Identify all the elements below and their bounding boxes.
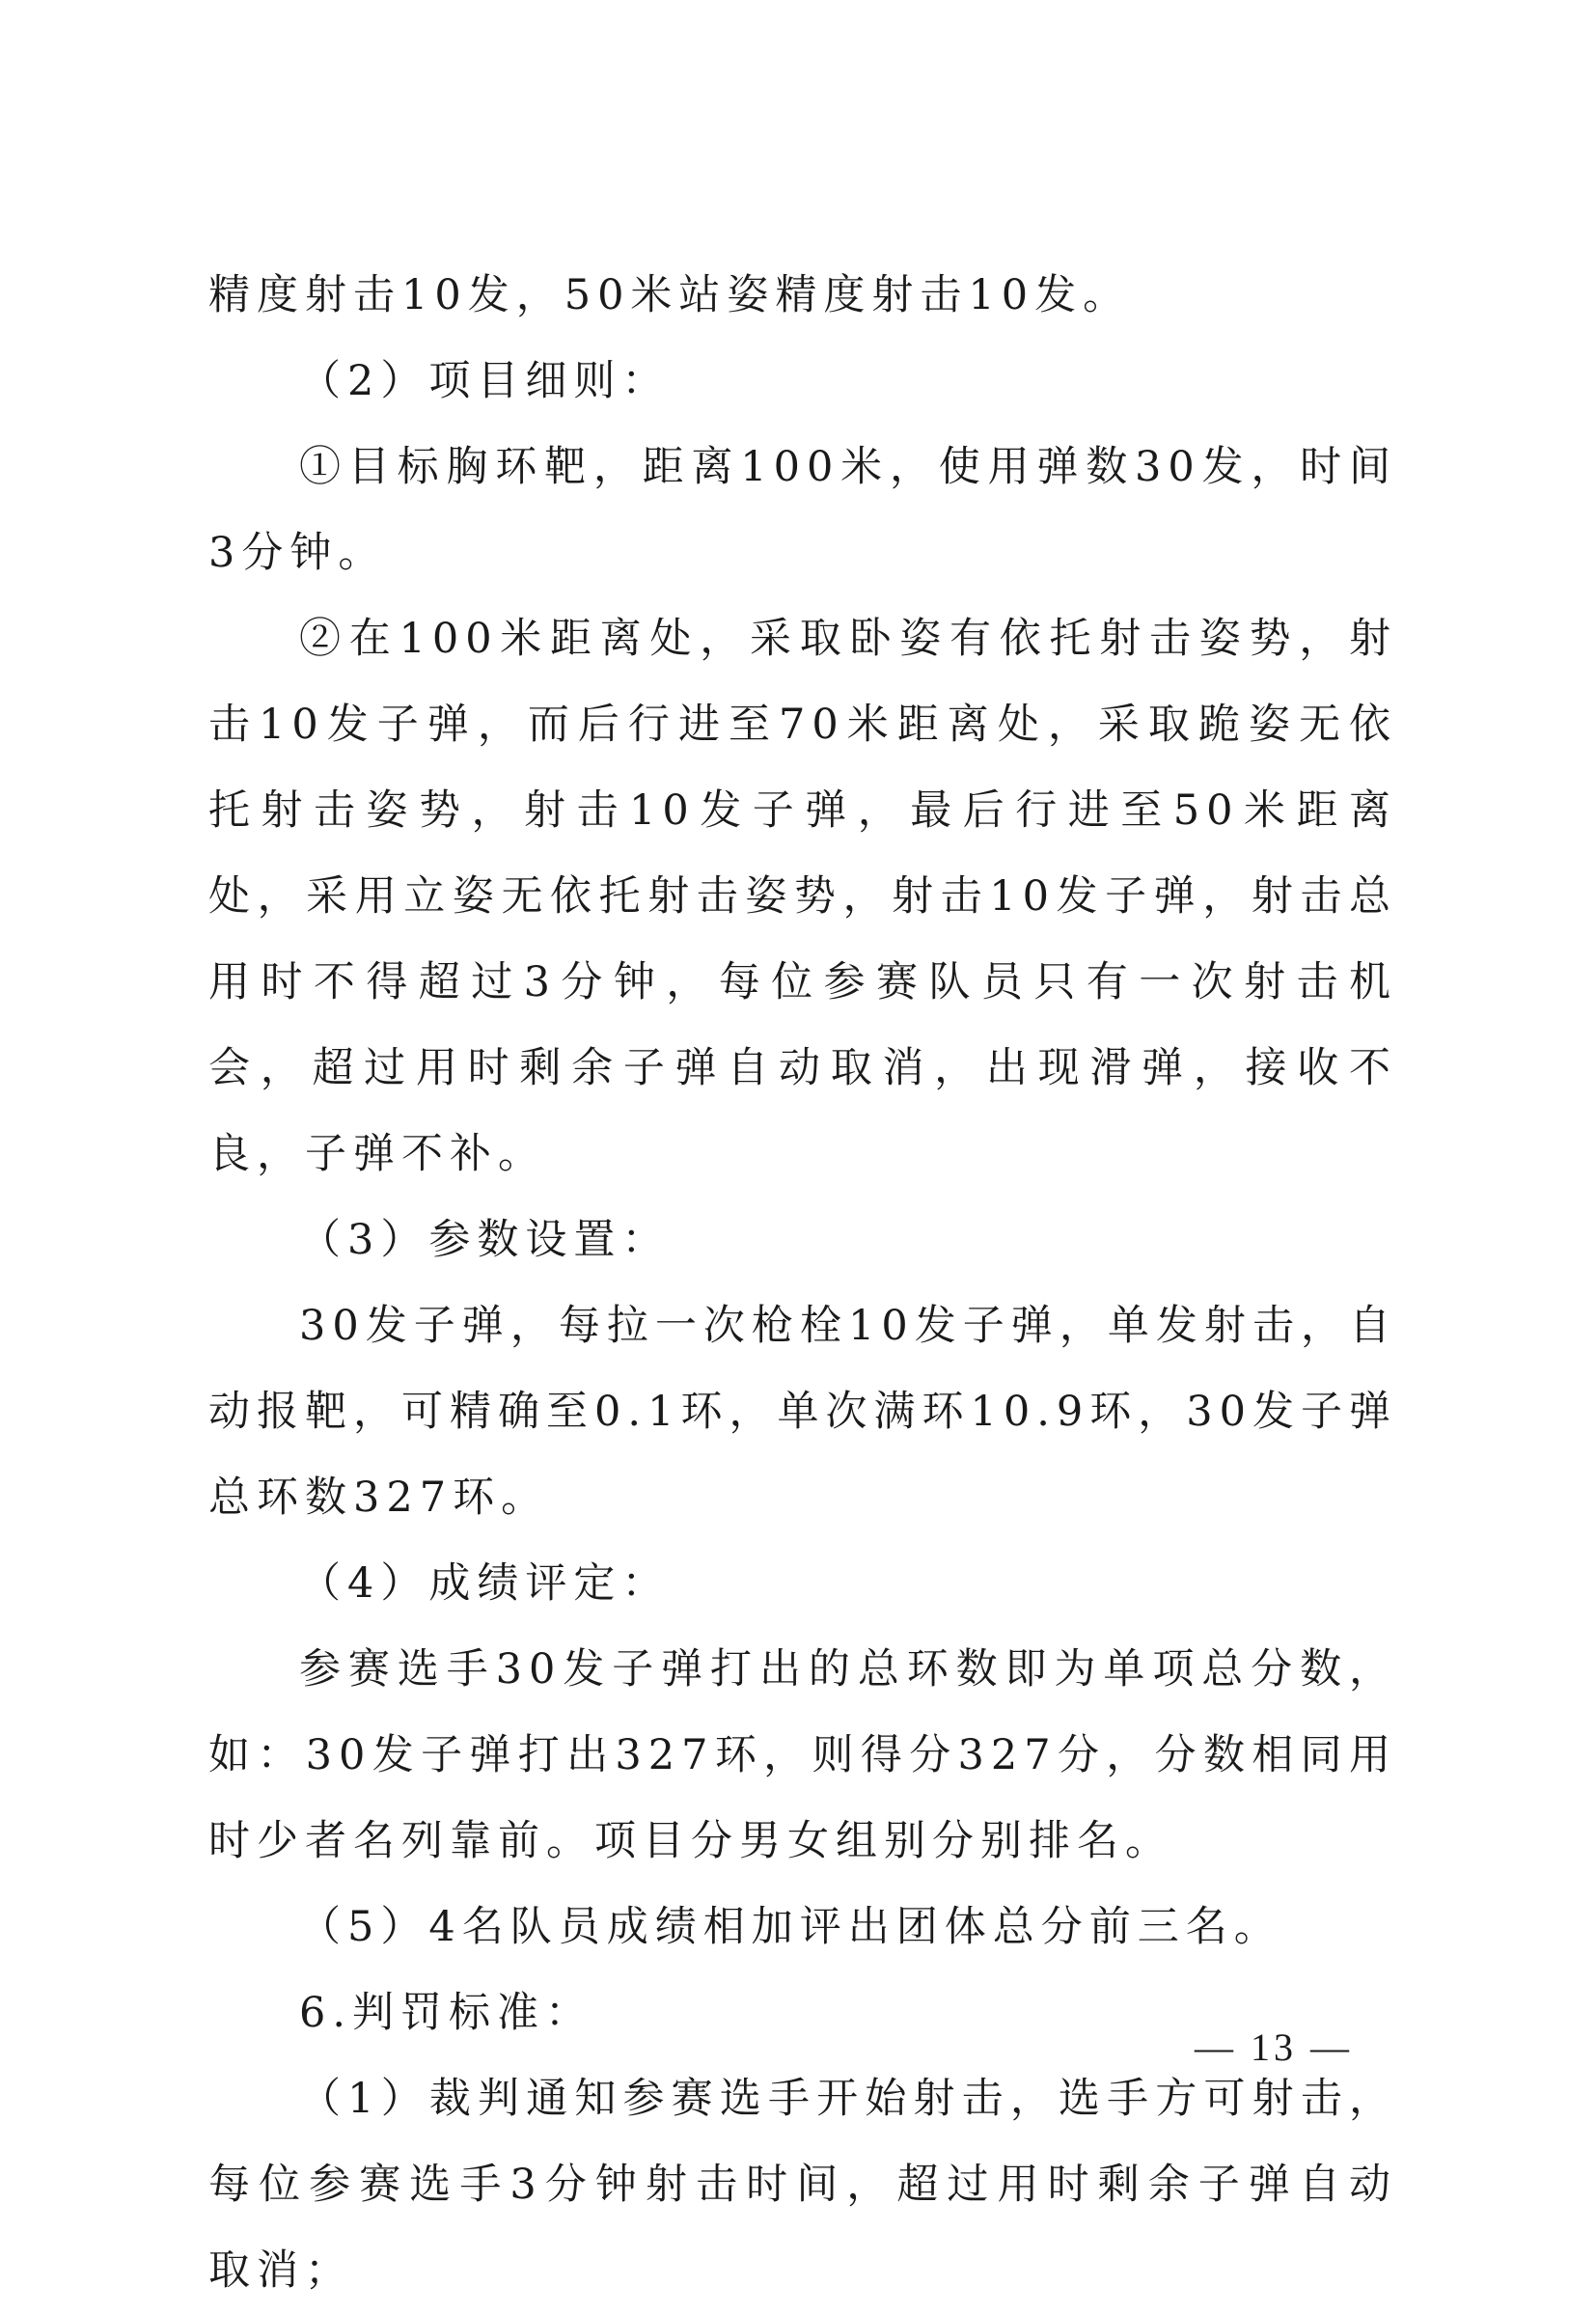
paragraph-continuation: 精度射击10发，50米站姿精度射击10发。 [208, 271, 1132, 319]
paragraph-score-details: 参赛选手30发子弹打出的总环数即为单项总分数，如：30发子弹打出327环，则得分327分，分数相同用时少者名列靠前。项目分男女组别分别排名。 [208, 1645, 1397, 1865]
document-body [208, 253, 1397, 2314]
paragraph-penalty-rule-1: （1）裁判通知参赛选手开始射击，选手方可射击，每位参赛选手3分钟射击时间，超过用时剩余子弹自动取消； [208, 2075, 1397, 2295]
section-heading-penalty-standards: 6.判罚标准： [299, 1989, 594, 2037]
page-number: — 13 — [1195, 2025, 1353, 2069]
paragraph-target-rule: ①目标胸环靶，距离100米，使用弹数30发，时间3分钟。 [208, 443, 1397, 577]
section-heading-parameter-settings: （3）参数设置： [299, 1216, 671, 1264]
paragraph-parameter-details: 30发子弹，每拉一次枪栓10发子弹，单发射击，自动报靶，可精确至0.1环，单次满环10.9环，30发子弹总环数327环。 [208, 1302, 1397, 1522]
paragraph-shooting-procedure: ②在100米距离处，采取卧姿有依托射击姿势，射击10发子弹，而后行进至70米距离处，采取跪姿无依托射击姿势，射击10发子弹，最后行进至50米距离处，采用立姿无依托射击姿势，射击10发子弹，射击总用时不得超过3分钟，每位参赛队员只有一次射击机会，超过用时剩余子弹自动取消，出现滑弹，接收不良，子弹不补。 [208, 615, 1397, 1178]
paragraph-team-ranking: （5）4名队员成绩相加评出团体总分前三名。 [299, 1903, 1282, 1951]
section-heading-score-evaluation: （4）成绩评定： [299, 1559, 671, 1608]
section-heading-project-rules: （2）项目细则： [299, 357, 671, 405]
